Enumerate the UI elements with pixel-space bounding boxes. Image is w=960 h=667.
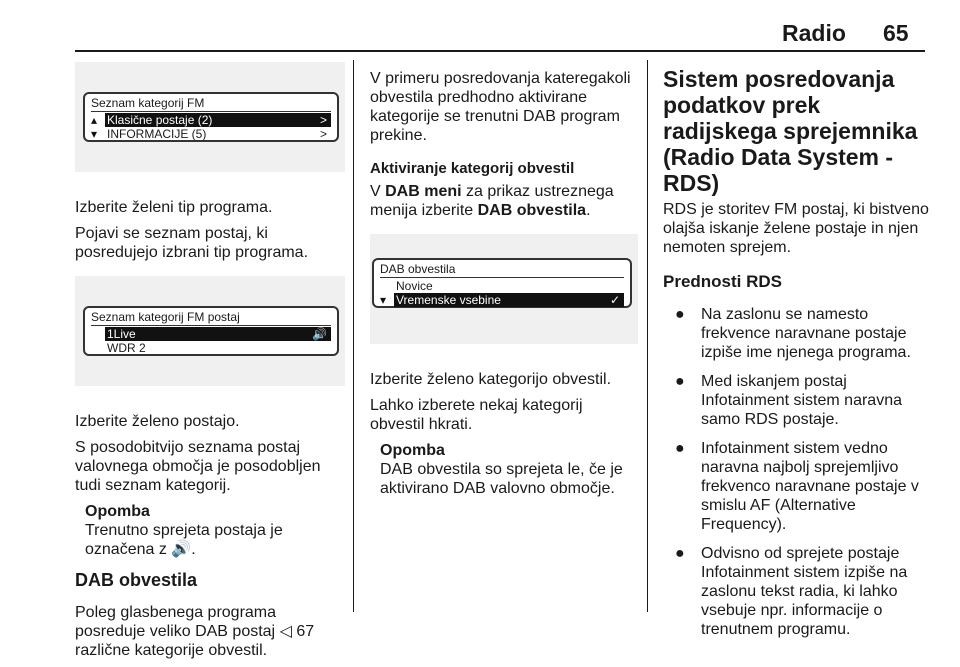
note-text-part: . xyxy=(191,541,196,558)
chevron-right-icon: > xyxy=(319,113,327,127)
arrow-up-icon: ▴ xyxy=(91,113,98,127)
checkmark-icon: ✓ xyxy=(609,293,620,307)
paragraph: S posodobitvijo seznama postaj valovnega območja je posodobljen tudi seznam kategorij. xyxy=(75,439,321,494)
chevron-right-icon: > xyxy=(319,127,327,141)
column-2 xyxy=(370,69,638,498)
list-item xyxy=(663,372,933,429)
screen-row-label: INFORMACIJE (5) xyxy=(107,127,207,141)
screen-title: DAB obvestila xyxy=(380,262,456,276)
column-divider xyxy=(353,60,354,612)
paragraph: Izberite želeni tip programa. xyxy=(75,199,273,216)
bullet-icon: ● xyxy=(675,306,685,323)
screen-row-label: Vremenske vsebine xyxy=(396,293,501,307)
paragraph xyxy=(75,603,345,660)
screen-row-selected xyxy=(105,327,331,341)
column-1 xyxy=(75,62,345,667)
list-item xyxy=(663,544,933,639)
display-screen xyxy=(83,306,339,356)
note-text xyxy=(85,521,345,559)
page-reference[interactable]: 67 xyxy=(296,623,315,640)
column-divider xyxy=(647,60,648,612)
display-illustration-fm-categories xyxy=(75,62,345,172)
screen-row-label: Klasične postaje (2) xyxy=(107,113,213,127)
list-item xyxy=(663,305,933,362)
bullet-list xyxy=(663,305,933,639)
note xyxy=(85,502,345,559)
paragraph-text: . xyxy=(586,202,591,219)
screen-separator xyxy=(91,325,331,326)
display-illustration-dab-announcements xyxy=(370,234,638,344)
display-screen xyxy=(372,258,632,308)
bullet-icon: ● xyxy=(675,440,685,457)
arrow-down-icon: ▾ xyxy=(380,293,387,307)
note-heading: Opomba xyxy=(85,503,150,520)
screen-title: Seznam kategorij FM postaj xyxy=(91,310,240,324)
subheading: Prednosti RDS xyxy=(663,272,783,291)
paragraph: Pojavi se seznam postaj, ki posredujejo izbrani tip programa. xyxy=(75,225,309,261)
screen-row xyxy=(105,341,331,355)
speaker-icon: 🔊 xyxy=(171,541,192,558)
arrow-down-icon: ▾ xyxy=(91,127,98,141)
list-item-text: Med iskanjem postaj Infotainment sistem naravna samo RDS postaje. xyxy=(701,373,902,428)
page-reference-icon: ◁ xyxy=(279,623,292,640)
screen-separator xyxy=(91,111,331,112)
paragraph xyxy=(370,182,638,220)
page-number: 65 xyxy=(883,20,909,46)
paragraph-text: različne kategorije obvestil. xyxy=(75,642,268,659)
bullet-icon: ● xyxy=(675,545,685,562)
note-text-part: Trenutno sprejeta postaja je označena z xyxy=(85,522,283,558)
bullet-icon: ● xyxy=(675,373,685,390)
subheading: Aktiviranje kategorij obvestil xyxy=(370,160,575,177)
menu-keyword: DAB obvestila xyxy=(477,202,587,219)
paragraph-text: V xyxy=(370,183,381,200)
screen-row-label: Novice xyxy=(396,279,433,293)
screen-row xyxy=(394,279,624,293)
paragraph: Lahko izberete nekaj kategorij obvestil hkrati. xyxy=(370,397,583,433)
section-heading: DAB obvestila xyxy=(75,570,198,590)
paragraph: V primeru posredovanja kateregakoli obvestila predhodno aktivirane kategorije se trenutni DAB program prekine. xyxy=(370,70,631,144)
display-screen xyxy=(83,92,339,142)
paragraph: Izberite želeno kategorijo obvestil. xyxy=(370,371,612,388)
list-item-text: Odvisno od sprejete postaje Infotainment sistem izpiše na zaslonu tekst radia, ki lahko vsebuje npr. informacije o trenutnem programu. xyxy=(701,545,908,638)
screen-row-selected xyxy=(91,113,331,127)
note xyxy=(380,441,638,498)
screen-separator xyxy=(380,277,624,278)
note-heading: Opomba xyxy=(380,442,445,459)
list-item-text: Infotainment sistem vedno naravna najbolj sprejemljivo frekvenco naravnane postaje v smislu AF (Alternative Frequency). xyxy=(701,440,919,533)
screen-row-label: WDR 2 xyxy=(107,341,146,355)
section-heading: Sistem posredovanja podatkov prek radijskega sprejemnika (Radio Data System - RDS) xyxy=(663,66,918,196)
screen-row-selected xyxy=(380,293,624,307)
paragraph: RDS je storitev FM postaj, ki bistveno olajša iskanje želene postaje in njen nemoten sprejem. xyxy=(663,201,929,256)
paragraph: Izberite želeno postajo. xyxy=(75,413,240,430)
display-illustration-fm-stations xyxy=(75,276,345,386)
list-item xyxy=(663,439,933,534)
menu-keyword: DAB meni xyxy=(385,183,462,200)
screen-row-label: 1Live xyxy=(107,327,136,341)
header-rule xyxy=(75,50,925,52)
list-item-text: Na zaslonu se namesto frekvence naravnane postaje izpiše ime njenega programa. xyxy=(701,306,911,361)
speaker-icon: 🔊 xyxy=(312,327,327,341)
section-title: Radio xyxy=(782,20,846,46)
column-3 xyxy=(663,66,933,649)
paragraph-text: za prikaz ustreznega menija izberite xyxy=(370,183,614,219)
screen-title: Seznam kategorij FM xyxy=(91,96,205,110)
paragraph-text: Poleg glasbenega programa posreduje veliko DAB postaj xyxy=(75,604,277,640)
note-text: DAB obvestila so sprejeta le, če je aktivirano DAB valovno območje. xyxy=(380,461,623,497)
screen-row xyxy=(91,127,331,141)
